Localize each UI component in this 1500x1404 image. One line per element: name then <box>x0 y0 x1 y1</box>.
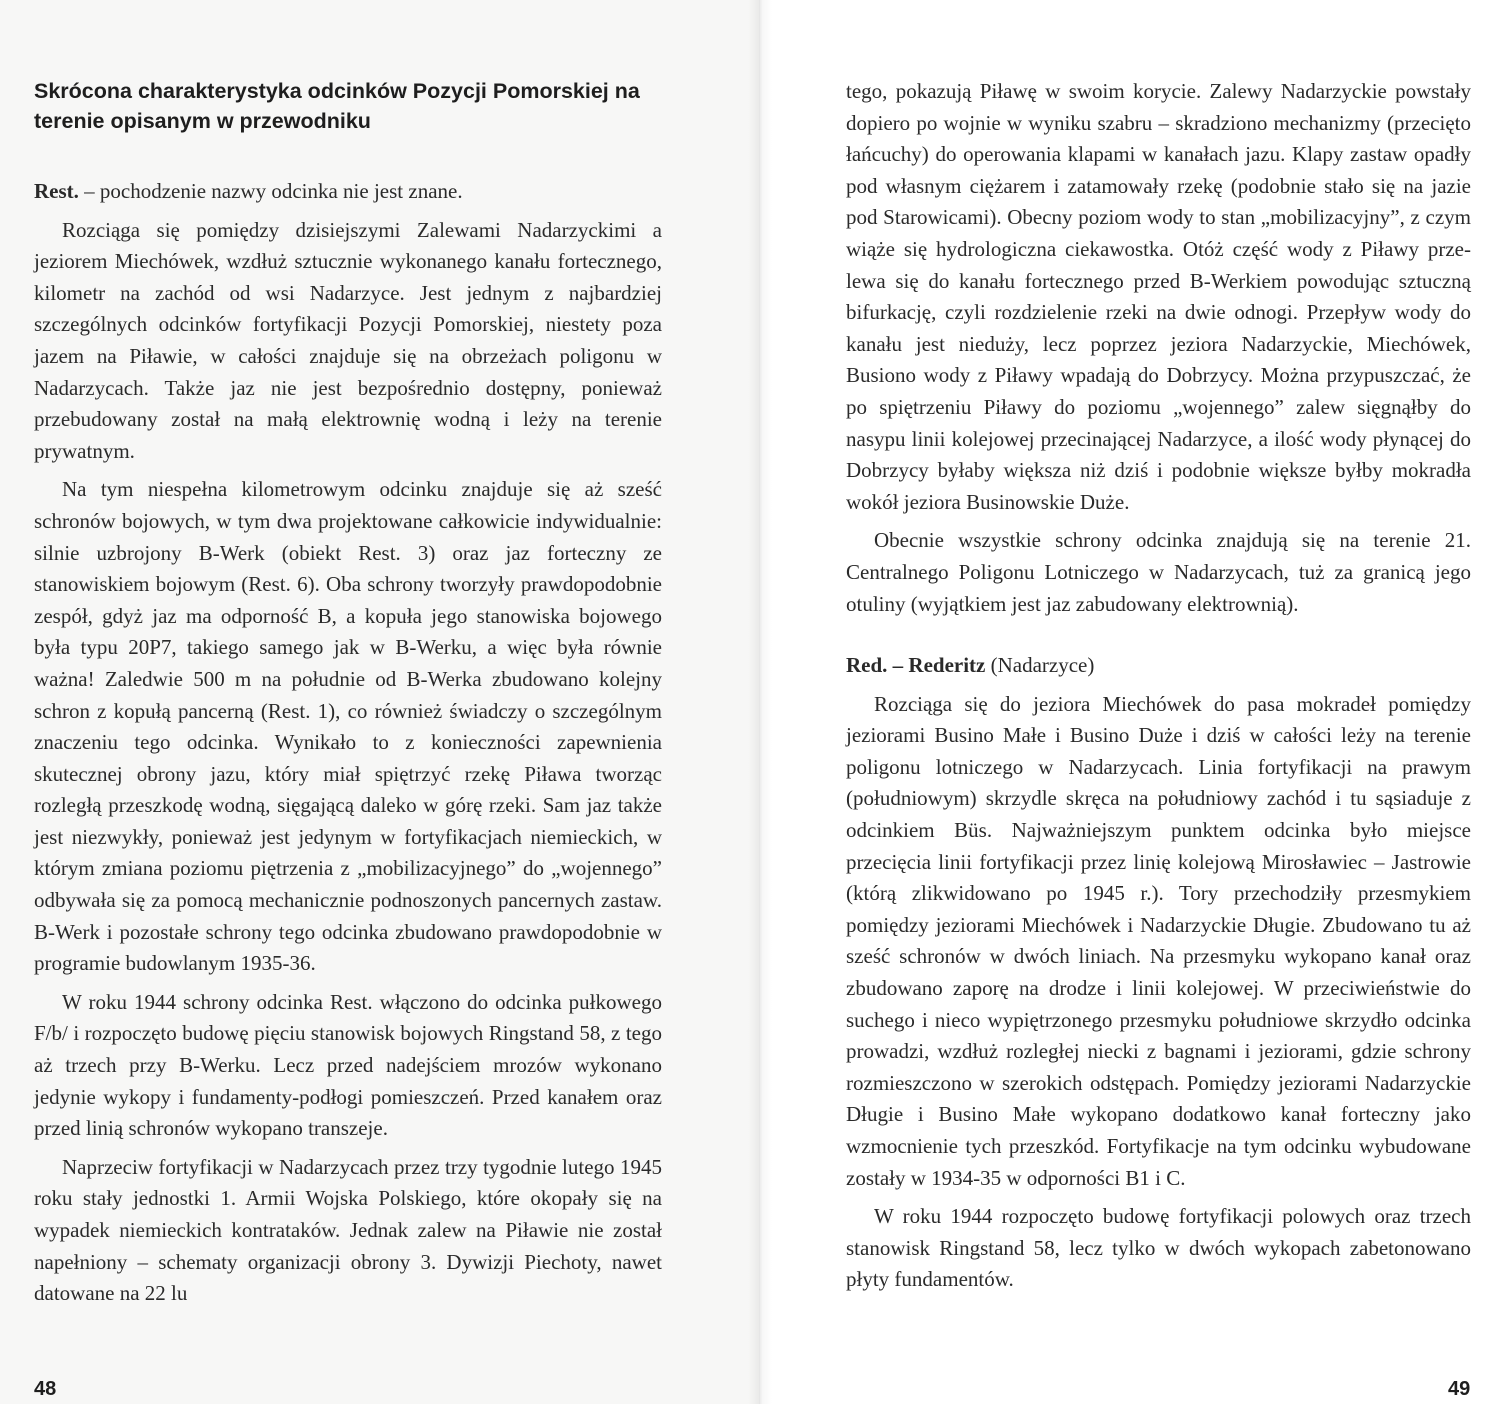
rest-intro-paragraph <box>34 176 662 208</box>
page-number-left: 48 <box>34 1378 57 1400</box>
body-paragraph: tego, pokazują Piławę w swoim korycie. Zalewy Nadarzyckie powstały dopiero po wojnie w wyniku szabru – skradziono mechanizmy (przecięto łańcuchy) do operowania klapami w kanałach jazu. Klapy zastaw opadły pod własnym ciężarem i zatamowały rzekę (podobnie stało się na jazie pod Starowicami). Obecny poziom wody to stan „mobilizacyjny”, z czym wiąże się hydrologiczna ciekawostka. Otóż część wody z Piławy przelewa się do kanału fortecznego przed B-Werkiem powodując sztuczną bifurkację, czyli rozdzielenie rzeki na dwie odnogi. Przepływ wody do kanału jest nieduży, lecz poprzez jeziora Nadarzyckie, Miechówek, Busiono wody z Piławy wpadają do Dobrzycy. Można przypuszczać, że po spiętrzeniu Piławy do poziomu „wojennego” zalew sięgnąłby do nasypu linii kolejowej przecinającej Nadarzyce, a ilość wody płynącej do Dobrzycy byłaby większa niż dziś i podobnie większe byłby mokradła wokół jeziora Businowskie Duże. <box>846 79 1471 514</box>
rest-intro-text: – pochodzenie nazwy odcinka nie jest znane. <box>78 179 463 203</box>
right-page <box>760 0 1500 1404</box>
body-paragraph: W roku 1944 rozpoczęto budowę fortyfikacji polowych oraz trzech stanowisk Ringstand 58, lecz tylko w dwóch wykopach zabetonowano płyty fundamentów. <box>846 1204 1471 1292</box>
red-intro-text: (Nadarzyce) <box>985 653 1095 678</box>
body-paragraph: Rozciąga się pomiędzy dzisiejszymi Zalewami Nadarzyckimi a jeziorem Miechówek, wzdłuż sztucznie wykonanego kanału fortecznego, kilometr na zachód od wsi Nadarzyce. Jest jednym z najbardziej szczególnych odcinków fortyfikacji Pozycji Pomorskiej, niestety poza jazem na Piławie, w całości znajduje się na obrzeżach poligonu w Nadarzycach. Także jaz nie jest bezpośrednio dostępny, ponieważ przebudowany został na małą elektrownię wodną i leży na terenie prywatnym. <box>34 217 662 463</box>
book-gutter <box>748 0 772 1404</box>
body-paragraph: Rozciąga się do jeziora Miechówek do pasa mokradeł pomiędzy jeziorami Busino Małe i Busino Duże i dziś w całości leży na terenie poligonu lotniczego w Nadarzycach. Linia fortyfikacji na prawym (południowym) skrzydle skręca na południowy zachód i tu sąsiaduje z odcinkiem Büs. Najważniejszym punktem odcinka było miejsce przecięcia linii fortyfikacji przez linię kolejową Mirosławiec – Jastrowie (którą zlikwidowano po 1945 r.). Tory przechodziły przesmykiem pomiędzy jeziorami Miechówek i Nadarzyckie Długie. Zbudowano tu aż sześć schronów w dwóch liniach. Na przesmyku wykopano kanał oraz zbudowano zaporę na drodze i linii kolejowej. W przeciwieństwie do suchego i nieco wypiętrzonego przesmyku południowe skrzydło odcinka prowadzi, wzdłuż rozległej niecki z bagnami i jeziorami, gdzie schrony rozmieszczono w szerokich odstępach. Pomiędzy jeziorami Nadarzyckie Długie i Busino Małe wykopano dodatkowo kanał forteczny jako wzmocnienie tych przeszkód. Fortyfikacje na tym odcinku wybudowane zostały w 1934-35 w odporności B1 i C. <box>846 691 1471 1190</box>
red-intro-paragraph <box>846 650 1471 682</box>
body-paragraph: Naprzeciw fortyfikacji w Nadarzycach przez trzy tygodnie lutego 1945 roku stały jednostki 1. Armii Wojska Polskiego, które okopały się na wypadek niemieckich kontrataków. Jednak zalew na Piławie nie został napełniony – schematy organizacji obrony 3. Dywizji Piechoty, nawet datowane na 22 lu <box>34 1154 662 1306</box>
red-label: Red. – Rederitz <box>846 653 986 678</box>
right-text-column <box>846 76 1471 1303</box>
body-paragraph: Obecnie wszystkie schrony odcinka znajdują się na terenie 21. Centralnego Poligonu Lotniczego w Nadarzycach, tuż za granicą jego otuliny (wyjątkiem jest jaz zabudowany elektrownią). <box>846 528 1471 616</box>
body-paragraph: W roku 1944 schrony odcinka Rest. włączono do odcinka pułkowego F/b/ i rozpoczęto budowę pięciu stanowisk bojowych Ringstand 58, z tego aż trzech przy B-Werku. Lecz przed nadejściem mrozów wykonano jedynie wykopy i fundamenty-podłogi pomieszczeń. Przed kanałem oraz przed linią schronów wykopano transzeje. <box>34 989 662 1141</box>
page-number-right: 49 <box>1448 1378 1471 1400</box>
rest-label: Rest. <box>34 179 79 203</box>
body-paragraph: Na tym niespełna kilometrowym odcinku znajduje się aż sześć schronów bojowych, w tym dwa projektowane całkowicie indywidualnie: silnie uzbrojony B-Werk (obiekt Rest. 3) oraz jaz forteczny ze stanowiskiem bojowym (Rest. 6). Oba schrony tworzyły prawdopodobnie zespół, gdyż jaz ma odporność B, a kopuła jego stanowiska bojowego była typu 20P7, takiego samego jak w B-Werku, a więc była równie ważna! Zaledwie 500 m na południe od B-Werka zbudowano kolejny schron z kopułą pancerną (Rest. 1), co również świadczy o szczególnym znaczeniu tego odcinka. Wynikało to z konieczności zapewnienia skutecznej obrony jazu, który miał spiętrzyć rzekę Piława tworząc rozległą przeszkodę wodną, sięgającą daleko w górę rzeki. Sam jaz także jest niezwykły, ponieważ jest jedynym w fortyfikacjach niemieckich, w którym zmiana poziomu piętrzenia z „mobilizacyjnego” do „wojennego” odbywała się za pomocą mechanicznie podnoszonych pancernych zastaw. B-Werk i pozostałe schrony tego odcinka zbudowano prawdopodobnie w programie budowlanym 1935-36. <box>34 477 662 976</box>
section-heading: Skrócona charakterystyka odcinków Pozycji Pomorskiej na terenie opisanym w przewodniku <box>34 79 640 133</box>
left-text-column <box>34 76 662 1317</box>
